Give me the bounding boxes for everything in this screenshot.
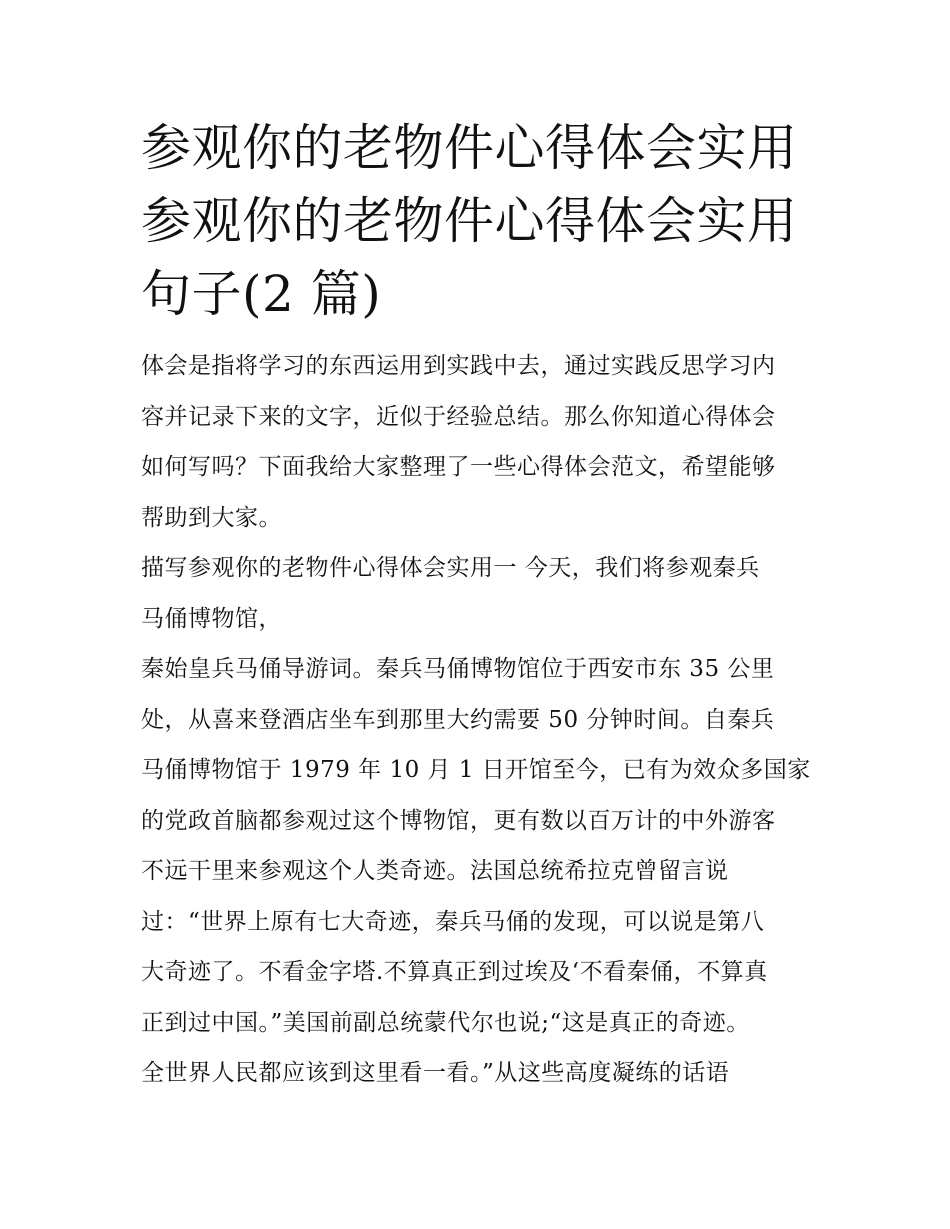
text-line: 处，从喜来登酒店坐车到那里大约需要 50 分钟时间。自秦兵 <box>141 706 775 733</box>
title-line: 参观你的老物件心得体会实用 <box>141 119 798 177</box>
text-line: 大奇迹了。不看金字塔.不算真正到过埃及‘不看秦俑，不算真 <box>141 959 768 985</box>
body-paragraph <box>141 644 816 1099</box>
text-line: 过：“世界上原有七大奇迹，秦兵马俑的发现，可以说是第八 <box>141 908 765 935</box>
text-line: 帮助到大家。 <box>141 504 282 531</box>
text-line: 全世界人民都应该到这里看一看。”从这些高度凝练的话语 <box>141 1060 730 1086</box>
text-line: 如何写吗？下面我给大家整理了一些心得体会范文，希望能够 <box>141 454 776 480</box>
title-line: 参观你的老物件心得体会实用 <box>141 192 798 250</box>
document-title <box>141 112 816 331</box>
intro-paragraph <box>141 341 816 543</box>
section-heading-paragraph <box>141 543 816 644</box>
title-line: 句子(2 篇) <box>141 265 382 323</box>
text-line: 马俑博物馆于 1979 年 10 月 1 日开馆至今，已有为效众多国家 <box>141 757 811 783</box>
text-line: 描写参观你的老物件心得体会实用一 今天，我们将参观秦兵 <box>141 555 760 581</box>
text-line: 马俑博物馆， <box>141 605 282 632</box>
document-page <box>141 112 816 1099</box>
text-line: 容并记录下来的文字，近似于经验总结。那么你知道心得体会 <box>141 403 776 430</box>
text-line: 的党政首脑都参观过这个博物馆，更有数以百万计的中外游客 <box>141 807 776 834</box>
text-line: 秦始皇兵马俑导游词。秦兵马俑博物馆位于西安市东 35 公里 <box>141 656 775 682</box>
text-line: 正到过中国。”美国前副总统蒙代尔也说;“这是真正的奇迹。 <box>141 1009 750 1036</box>
text-line: 体会是指将学习的东西运用到实践中去，通过实践反思学习内 <box>141 353 776 379</box>
text-line: 不远干里来参观这个人类奇迹。法国总统希拉克曾留言说 <box>141 858 729 884</box>
